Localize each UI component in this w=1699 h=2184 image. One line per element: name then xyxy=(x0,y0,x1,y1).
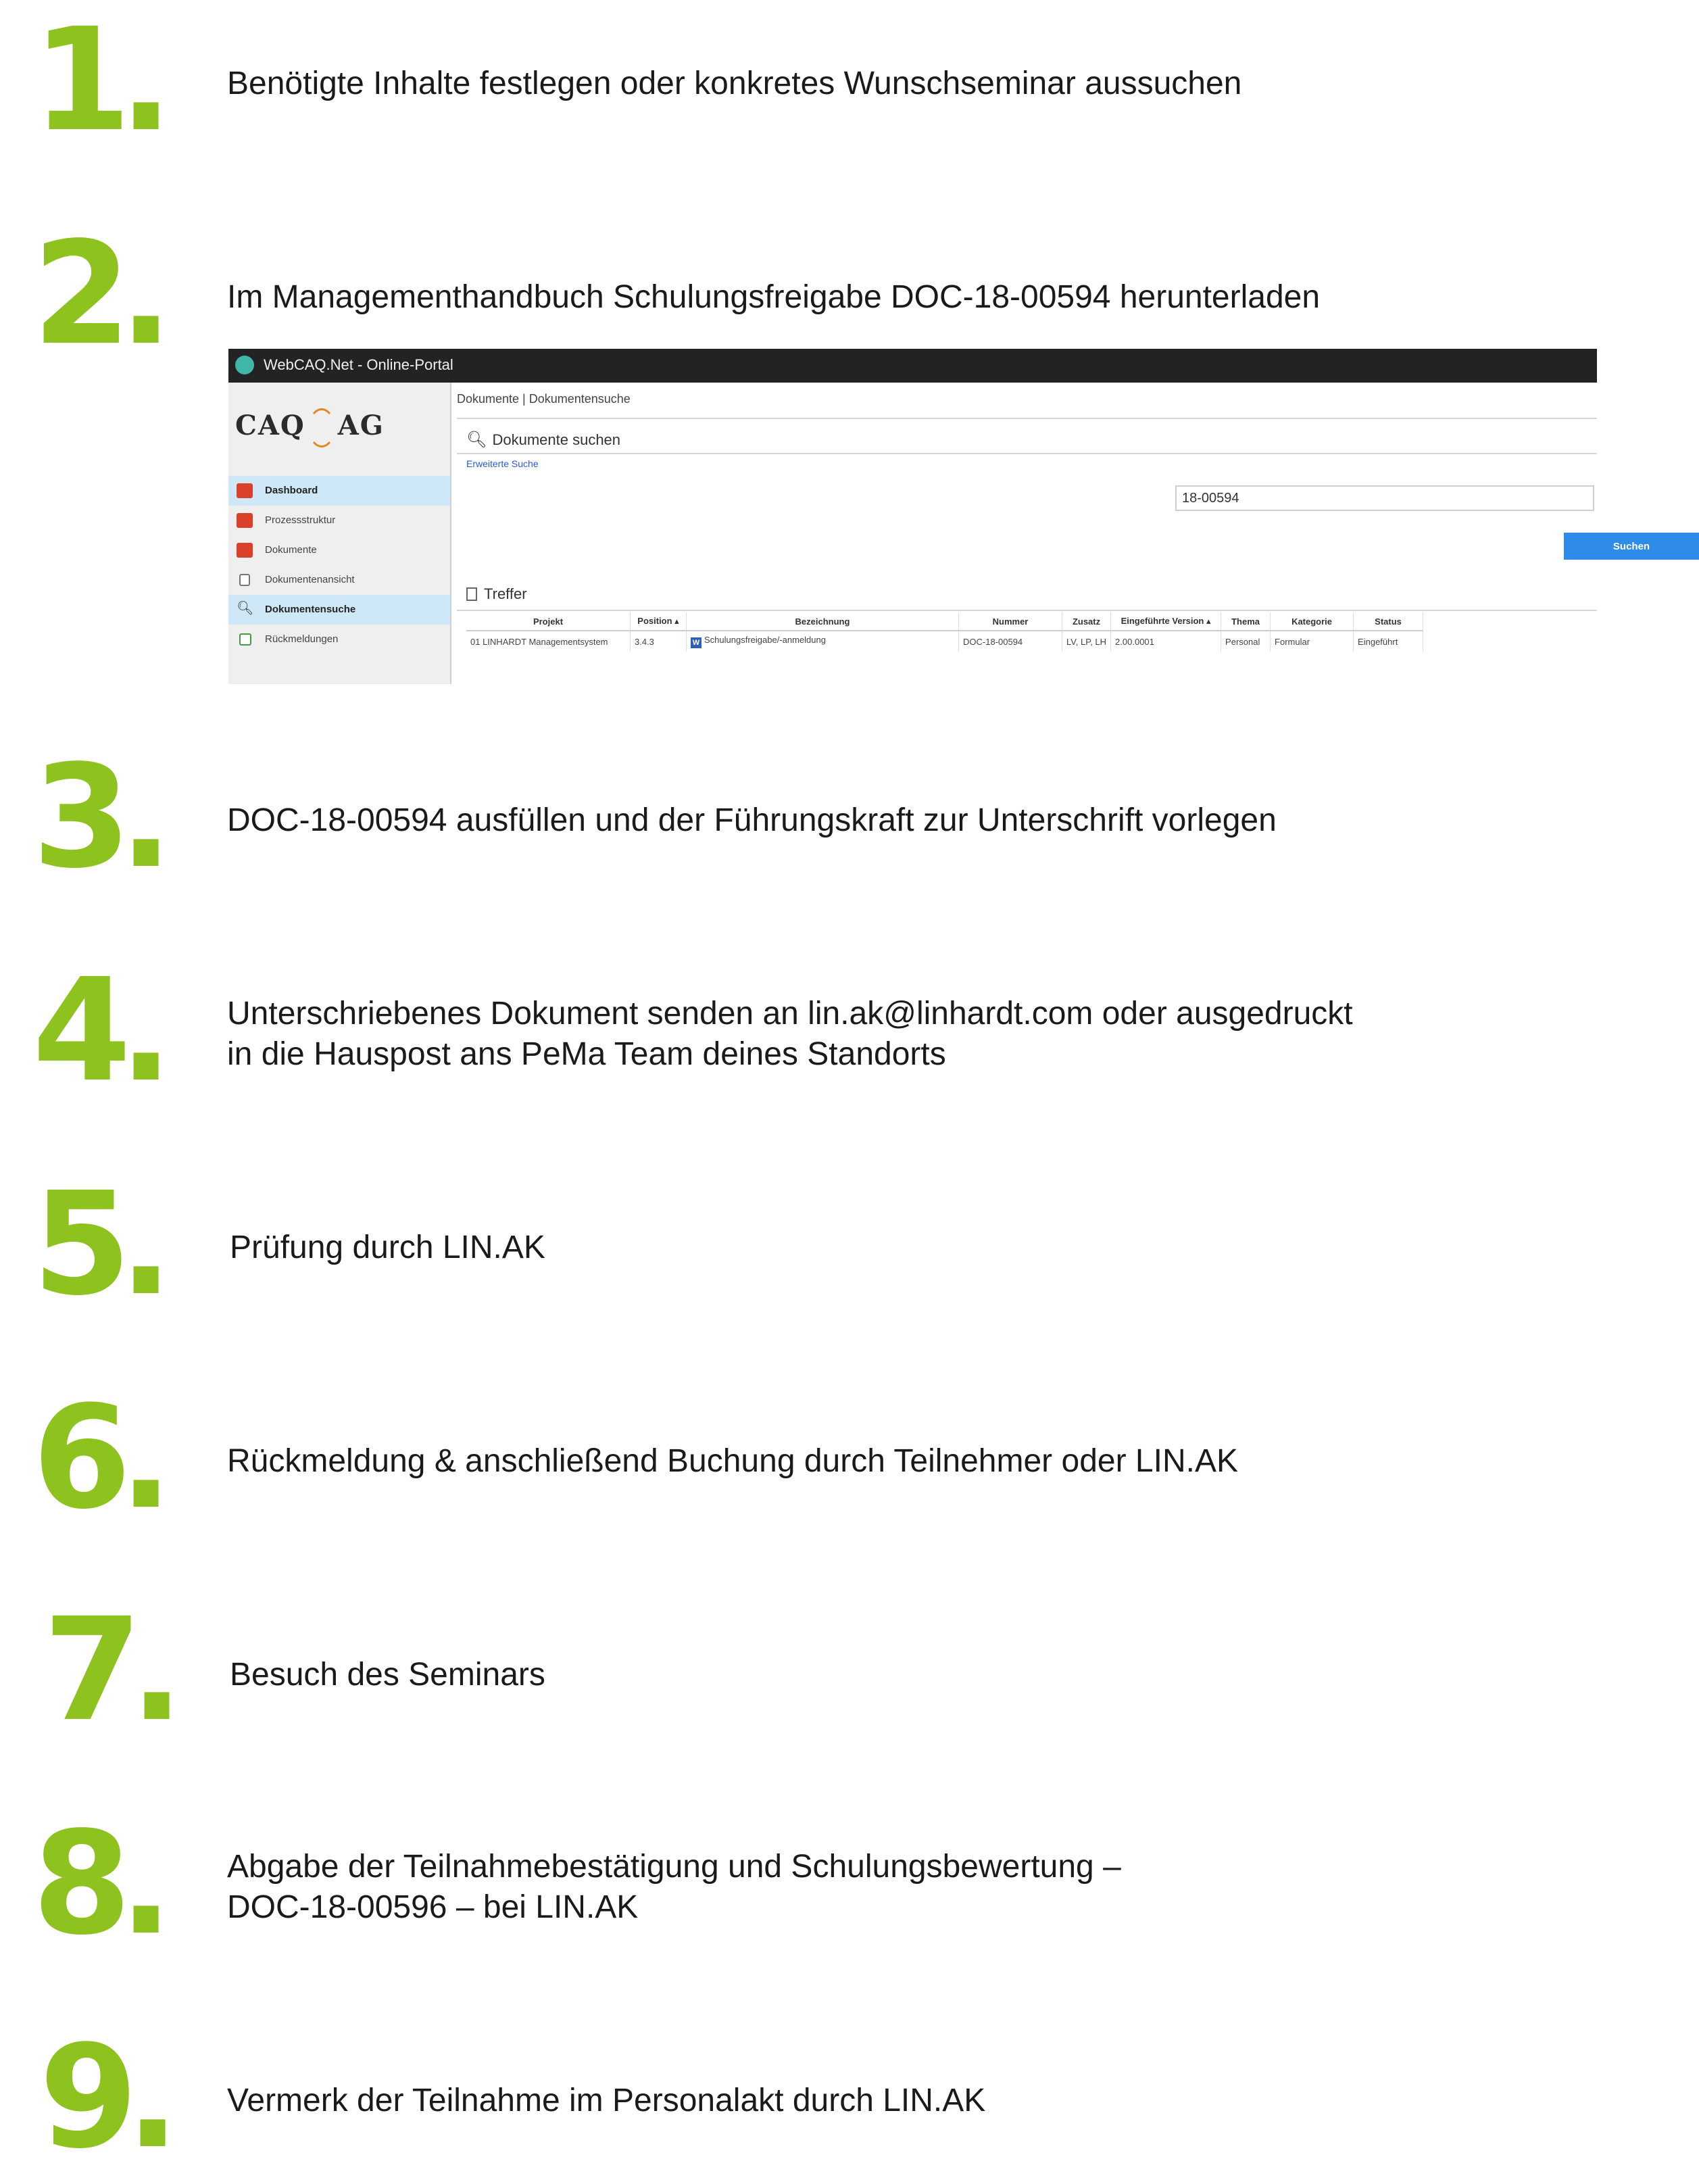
column-header[interactable]: Zusatz xyxy=(1062,612,1111,631)
divider xyxy=(457,453,1597,454)
globe-icon xyxy=(235,356,254,374)
step-text: Rückmeldung & anschließend Buchung durch Teilnehmer oder LIN.AK xyxy=(227,1443,1238,1479)
table-cell: Formular xyxy=(1271,631,1354,652)
advanced-search-link[interactable]: Erweiterte Suche xyxy=(466,458,539,469)
table-row[interactable] xyxy=(466,631,1423,652)
column-header[interactable]: Position ▴ xyxy=(631,612,687,631)
divider xyxy=(457,418,1597,419)
step-text: Im Managementhandbuch Schulungsfreigabe DOC-18-00594 herunterladen xyxy=(227,279,1321,315)
table-header-row xyxy=(466,612,1423,631)
step-number: 2. xyxy=(32,211,161,377)
search-button[interactable]: Suchen xyxy=(1564,533,1699,560)
step-text: Besuch des Seminars xyxy=(230,1657,545,1693)
window-title: WebCAQ.Net - Online-Portal xyxy=(264,356,453,373)
table-cell: DOC-18-00594 xyxy=(959,631,1062,652)
column-header[interactable]: Thema xyxy=(1221,612,1271,631)
documents-icon xyxy=(237,543,253,558)
step-number: 1. xyxy=(32,0,161,163)
sidebar-item-dokumente[interactable]: Dokumente xyxy=(228,535,450,565)
caq-ag-logo: CAQ AG xyxy=(235,408,385,447)
step-text: Vermerk der Teilnahme im Personalakt durch LIN.AK xyxy=(227,2083,986,2118)
step-number: 4. xyxy=(32,948,161,1113)
sidebar-item-dokumentensuche[interactable]: 🔍︎ Dokumentensuche xyxy=(228,595,450,625)
table-cell: Eingeführt xyxy=(1354,631,1423,652)
table-cell: 3.4.3 xyxy=(631,631,687,652)
sidebar-item-dashboard[interactable]: Dashboard xyxy=(228,476,450,506)
search-icon: 🔍︎ xyxy=(237,601,254,616)
column-header[interactable]: Nummer xyxy=(959,612,1062,631)
feedback-icon xyxy=(239,633,251,646)
column-header[interactable]: Bezeichnung xyxy=(687,612,959,631)
step-number: 6. xyxy=(32,1375,161,1540)
column-header[interactable]: Status xyxy=(1354,612,1423,631)
document-icon xyxy=(466,587,477,601)
sidebar-item-dokumentenansicht[interactable]: Dokumentenansicht xyxy=(228,565,450,595)
webcaq-screenshot xyxy=(228,349,1650,684)
step-text: Unterschriebenes Dokument senden an lin.ak@linhardt.com oder ausgedruckt in die Hauspost ans PeMa Team deines Standorts xyxy=(227,996,1353,1072)
results-title: Treffer xyxy=(466,585,527,603)
sidebar xyxy=(228,383,451,684)
main-content xyxy=(457,383,1650,684)
word-document-icon: W xyxy=(691,637,701,648)
window-titlebar xyxy=(228,349,1597,383)
step-number: 7. xyxy=(43,1587,172,1753)
step-number: 5. xyxy=(32,1161,161,1327)
search-icon: 🔍︎ xyxy=(466,431,487,449)
column-header[interactable]: Kategorie xyxy=(1271,612,1354,631)
step-number: 9. xyxy=(39,2014,168,2180)
search-input[interactable] xyxy=(1175,485,1594,511)
section-title: 🔍︎ Dokumente suchen xyxy=(466,431,621,449)
column-header[interactable]: Eingeführte Version ▴ xyxy=(1111,612,1221,631)
process-structure-icon xyxy=(237,513,253,528)
document-view-icon xyxy=(239,574,250,586)
step-number: 3. xyxy=(32,734,161,900)
dashboard-icon xyxy=(237,483,253,498)
column-header[interactable]: Projekt xyxy=(466,612,631,631)
step-text: Benötigte Inhalte festlegen oder konkretes Wunschseminar aussuchen xyxy=(227,66,1242,101)
table-cell: Personal xyxy=(1221,631,1271,652)
table-cell: 01 LINHARDT Managementsystem xyxy=(466,631,631,652)
table-cell[interactable]: W Schulungsfreigabe/-anmeldung xyxy=(687,631,959,652)
logo-mark-icon xyxy=(308,408,335,447)
sidebar-item-prozessstruktur[interactable]: Prozessstruktur xyxy=(228,506,450,535)
breadcrumb: Dokumente | Dokumentensuche xyxy=(457,392,631,406)
table-cell: LV, LP, LH xyxy=(1062,631,1111,652)
table-cell: 2.00.0001 xyxy=(1111,631,1221,652)
step-text: DOC-18-00594 ausfüllen und der Führungskraft zur Unterschrift vorlegen xyxy=(227,802,1277,838)
step-text: Abgabe der Teilnahmebestätigung und Schulungsbewertung – DOC-18-00596 – bei LIN.AK xyxy=(227,1849,1121,1925)
step-text: Prüfung durch LIN.AK xyxy=(230,1230,545,1265)
step-number: 8. xyxy=(32,1801,161,1966)
results-table xyxy=(466,612,1423,652)
sidebar-item-rueckmeldungen[interactable]: Rückmeldungen xyxy=(228,625,450,654)
divider xyxy=(457,610,1597,611)
